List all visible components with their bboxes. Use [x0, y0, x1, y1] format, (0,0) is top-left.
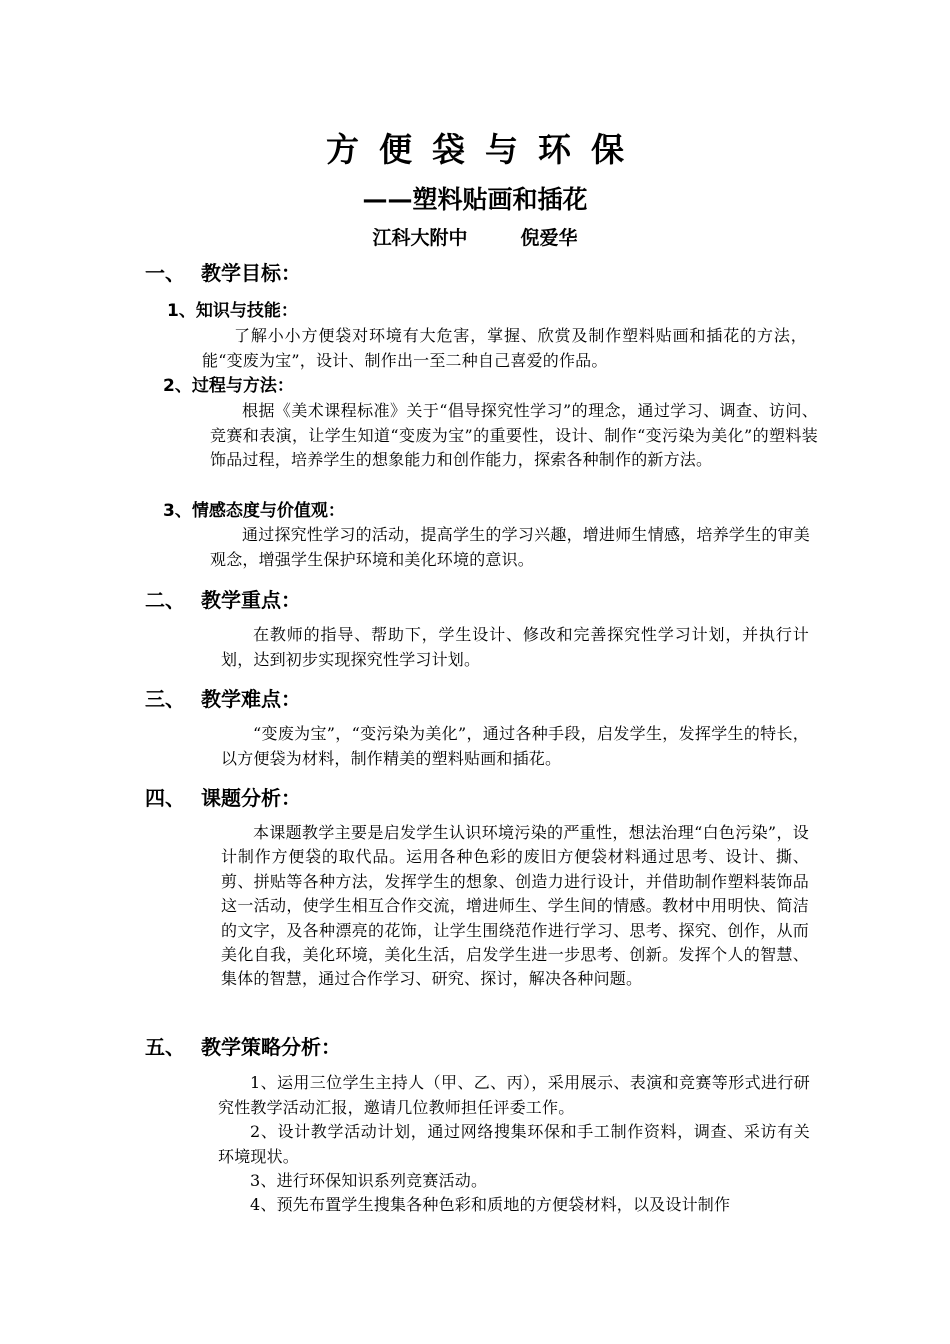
document-title: 方便袋与环保 — [326, 130, 644, 169]
subsection-heading-knowledge: 1、知识与技能： — [167, 301, 298, 321]
subsection-heading-process: 2、过程与方法： — [163, 376, 294, 396]
section-number: 二、 — [145, 588, 185, 612]
subsection-heading-attitude: 3、情感态度与价值观： — [163, 501, 345, 521]
strategy-item: 3、进行环保知识系列竞赛活动。 — [250, 1171, 488, 1190]
paragraph-difficulties: “变废为宝”，“变污染为美化”，通过各种手段，启发学生，发挥学生的特长，以方便袋为材料，制作精美的塑料贴画和插花。 — [221, 724, 809, 768]
section-title: 教学目标： — [201, 261, 301, 285]
section-title: 课题分析： — [201, 786, 301, 810]
paragraph-process: 根据《美术课程标准》关于“倡导探究性学习”的理念，通过学习、调查、访问、竞赛和表演，让学生知道“变废为宝”的重要性，设计、制作“变污染为美化”的塑料装饰品过程，培养学生的想象能力和创作能力，探索各种制作的新方法。 — [210, 401, 818, 470]
document-author: 江科大附中 倪爱华 — [372, 227, 578, 249]
paragraph-key-points: 在教师的指导、帮助下，学生设计、修改和完善探究性学习计划，并执行计划，达到初步实现探究性学习计划。 — [221, 625, 809, 669]
section-title: 教学重点： — [201, 588, 301, 612]
section-title: 教学难点： — [201, 687, 301, 711]
paragraph-analysis: 本课题教学主要是启发学生认识环境污染的严重性，想法治理“白色污染”，设计制作方便袋的取代品。运用各种色彩的废旧方便袋材料通过思考、设计、撕、剪、拼贴等各种方法，发挥学生的想象、创造力进行设计，并借助制作塑料装饰品这一活动，使学生相互合作交流，增进师生、学生间的情感。教材中用明快、简洁的文字，及各种漂亮的花饰，让学生围绕范作进行学习、思考、探究、创作，从而美化自我，美化环境，美化生活，启发学生进一步思考、创新。发挥个人的智慧、集体的智慧，通过合作学习、研究、探讨，解决各种问题。 — [221, 823, 809, 989]
section-number: 五、 — [145, 1035, 185, 1059]
section-number: 一、 — [145, 261, 185, 285]
section-number: 三、 — [145, 687, 185, 711]
section-heading-objectives — [145, 258, 301, 288]
strategy-item: 4、预先布置学生搜集各种色彩和质地的方便袋材料，以及设计制作 — [250, 1195, 731, 1214]
section-heading-strategy — [145, 1032, 341, 1062]
section-heading-difficulties — [145, 684, 301, 714]
section-heading-analysis — [145, 783, 301, 813]
paragraph-attitude: 通过探究性学习的活动，提高学生的学习兴趣，增进师生情感，培养学生的审美观念，增强学生保护环境和美化环境的意识。 — [210, 525, 810, 569]
section-title: 教学策略分析： — [201, 1035, 341, 1059]
section-heading-key-points — [145, 585, 301, 615]
section-number: 四、 — [145, 786, 185, 810]
paragraph-knowledge: 了解小小方便袋对环境有大危害，掌握、欣赏及制作塑料贴画和插花的方法，能“变废为宝”，设计、制作出一至二种自己喜爱的作品。 — [202, 326, 807, 370]
strategy-item: 2、设计教学活动计划，通过网络搜集环保和手工制作资料，调查、采访有关环境现状。 — [218, 1122, 810, 1166]
strategy-item: 1、运用三位学生主持人（甲、乙、丙），采用展示、表演和竞赛等形式进行研究性教学活动汇报，邀请几位教师担任评委工作。 — [218, 1073, 810, 1117]
document-subtitle: ——塑料贴画和插花 — [362, 185, 588, 214]
